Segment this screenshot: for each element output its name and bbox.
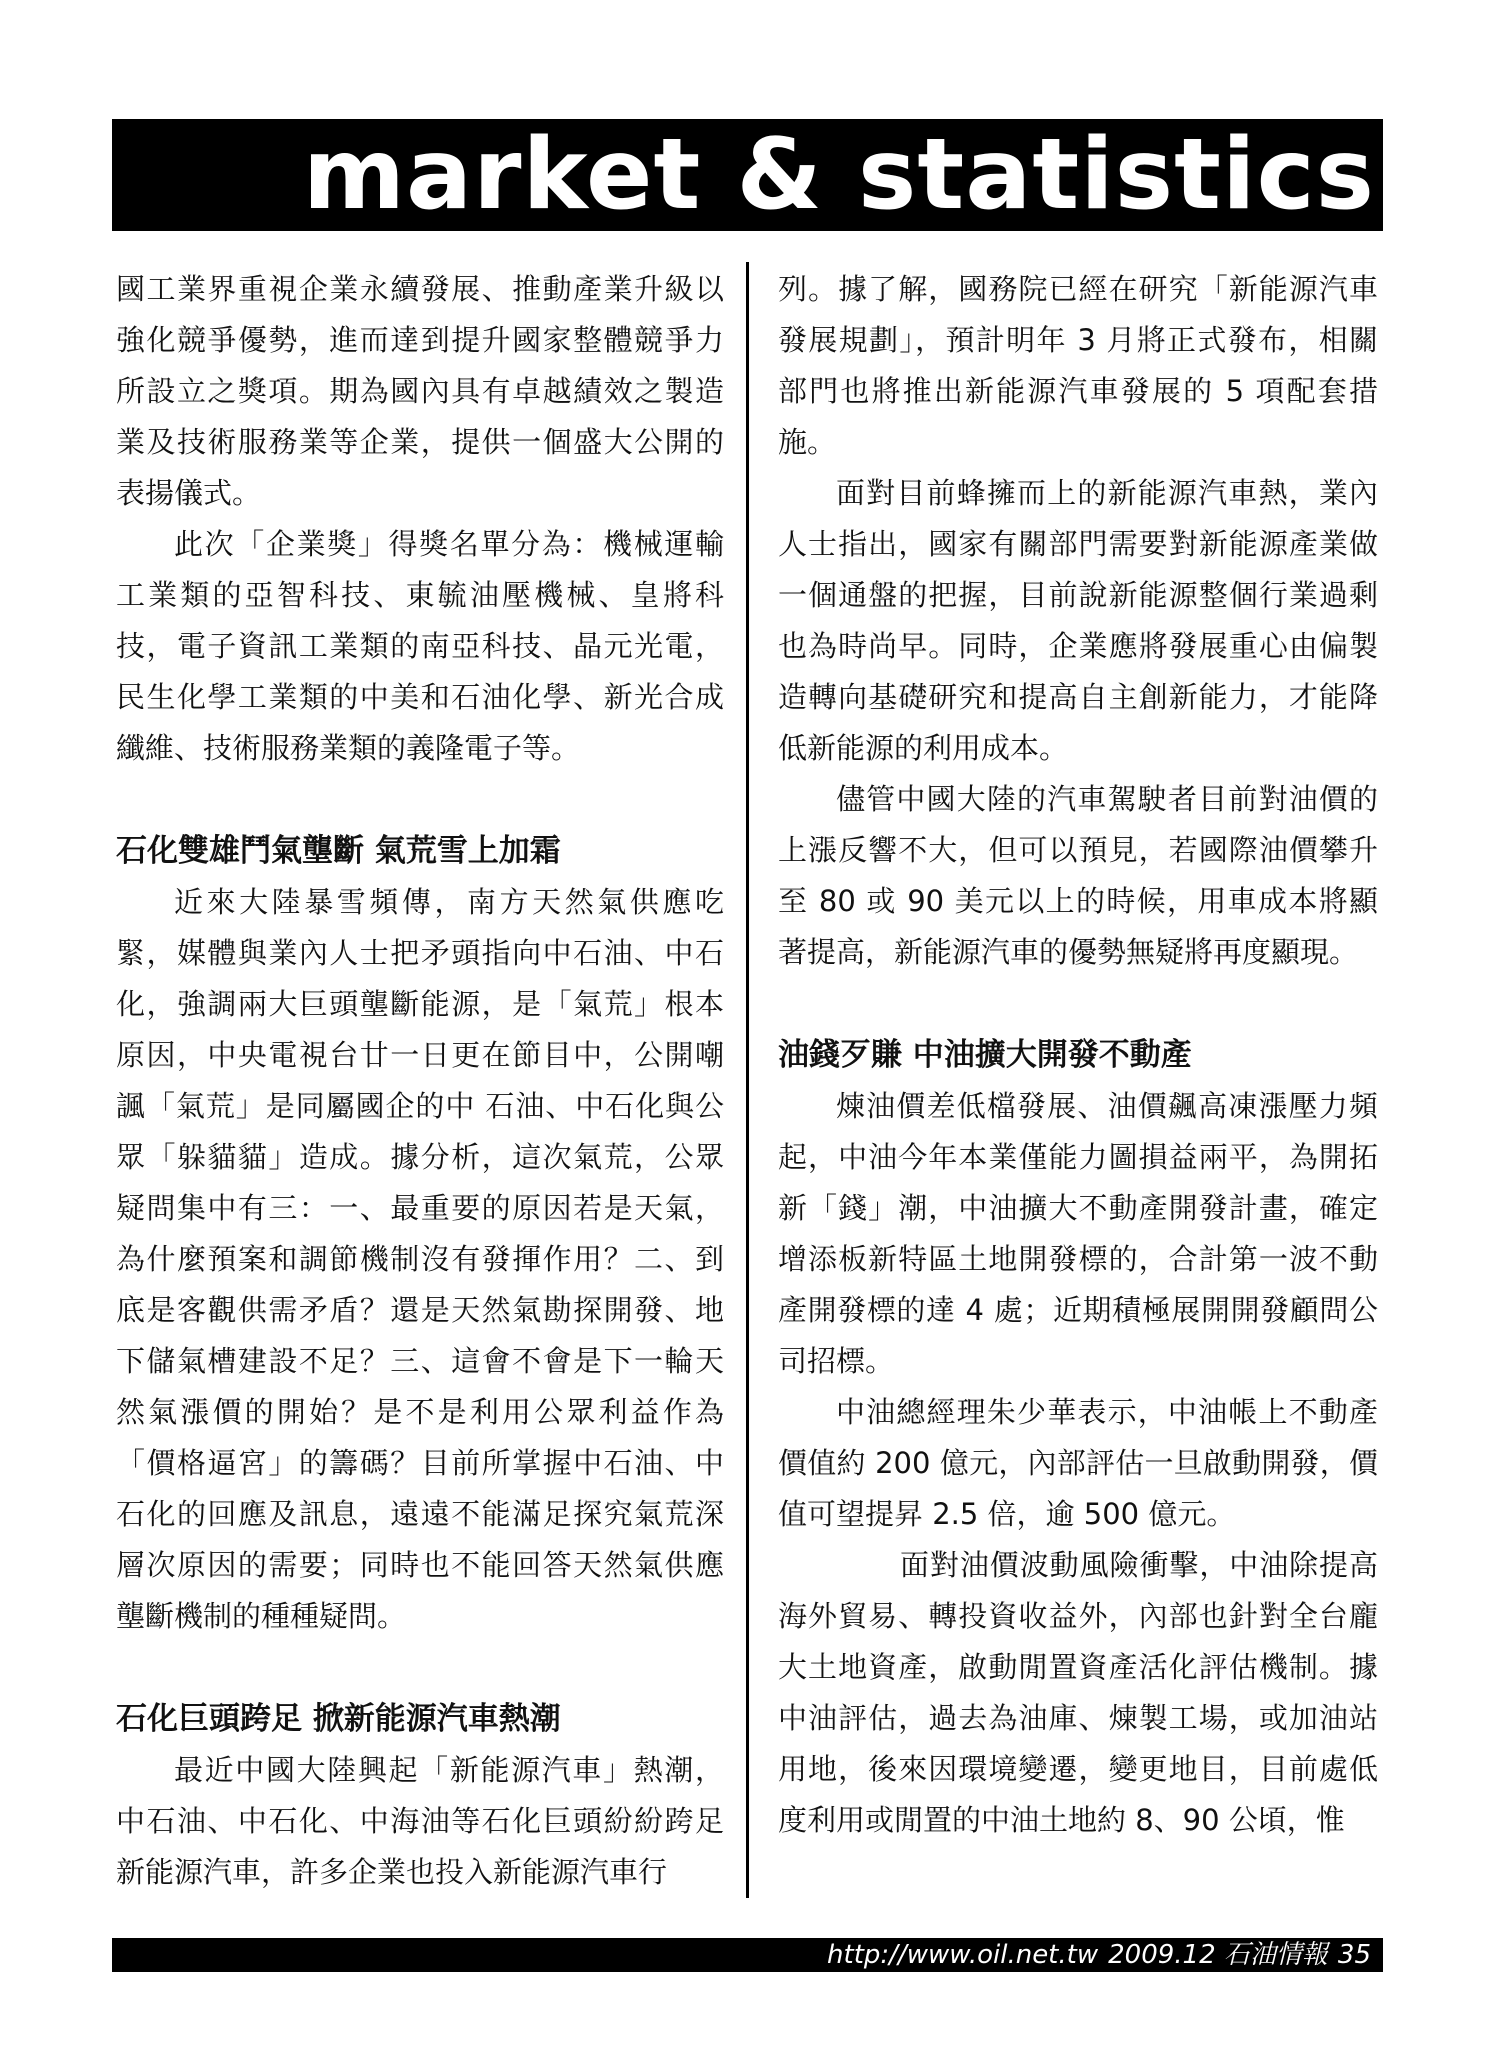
article-paragraph: 面對目前蜂擁而上的新能源汽車熱，業內人士指出，國家有關部門需要對新能源產業做一個通盤的把握，目前說新能源整個行業過剩也為時尚早。同時，企業應將發展重心由偏製造轉向基礎研究和提高自主創新能力，才能降低新能源的利用成本。 <box>778 476 1378 765</box>
header-bar <box>112 119 1383 231</box>
article-paragraph: 最近中國大陸興起「新能源汽車」熱潮，中石油、中石化、中海油等石化巨頭紛紛跨足新能源汽車，許多企業也投入新能源汽車行 <box>116 1753 724 1889</box>
article-paragraph: 煉油價差低檔發展、油價飆高凍漲壓力頻起，中油今年本業僅能力圖損益兩平，為開拓新「錢」潮，中油擴大不動產開發計畫，確定增添板新特區土地開發標的，合計第一波不動產開發標的達 4 處；近期積極展開開發顧問公司招標。 <box>778 1089 1378 1378</box>
right-column <box>778 264 1378 1846</box>
spacer <box>116 1642 724 1694</box>
page-number: 35 <box>1337 1940 1371 1970</box>
article-paragraph: 面對油價波動風險衝擊，中油除提高海外貿易、轉投資收益外，內部也針對全台龐大土地資產，啟動閒置資產活化評估機制。據中油評估，過去為油庫、煉製工場，或加油站用地，後來因環境變遷，變更地目，目前處低度利用或閒置的中油土地約 8、90 公頃，惟 <box>778 1548 1378 1837</box>
article-paragraph: 列。據了解，國務院已經在研究「新能源汽車發展規劃」，預計明年 3 月將正式發布，相關部門也將推出新能源汽車發展的 5 項配套措施。 <box>778 272 1378 459</box>
article-paragraph: 近來大陸暴雪頻傳，南方天然氣供應吃緊，媒體與業內人士把矛頭指向中石油、中石化，強調兩大巨頭壟斷能源，是「氣荒」根本原因，中央電視台廿一日更在節目中，公開嘲諷「氣荒」是同屬國企的中 石油、中石化與公眾「躲貓貓」造成。據分析，這次氣荒，公眾疑問集中有三：一、最重要的原因若是天氣，為什麼預案和調節機制沒有發揮作用？二、到底是客觀供需矛盾？還是天然氣勘探開發、地下儲氣槽建設不足？三、這會不會是下一輪天然氣漲價的開始？是不是利用公眾利益作為「價格逼宮」的籌碼？目前所掌握中石油、中石化的回應及訊息，遠遠不能滿足探究氣荒深層次原因的需要；同時也不能回答天然氣供應壟斷機制的種種疑問。 <box>116 885 724 1633</box>
section-title: market & statistics <box>302 118 1375 232</box>
footer-issue: 2009.12 石油情報 <box>1108 1940 1328 1970</box>
article-paragraph: 此次「企業獎」得獎名單分為：機械運輸工業類的亞智科技、東毓油壓機械、皇將科技，電子資訊工業類的南亞科技、晶元光電，民生化學工業類的中美和石油化學、新光合成纖維、技術服務業類的義隆電子等。 <box>116 527 724 765</box>
column-divider <box>746 262 749 1898</box>
footer-url[interactable]: http://www.oil.net.tw <box>827 1940 1099 1970</box>
footer-bar <box>112 1938 1383 1972</box>
spacer <box>778 978 1378 1030</box>
left-column <box>116 264 724 1898</box>
article-paragraph: 中油總經理朱少華表示，中油帳上不動產價值約 200 億元，內部評估一旦啟動開發，價值可望提昇 2.5 倍，逾 500 億元。 <box>778 1395 1378 1531</box>
article-heading: 石化巨頭跨足 掀新能源汽車熱潮 <box>116 1701 561 1737</box>
article-heading: 油錢歹賺 中油擴大開發不動產 <box>778 1037 1192 1073</box>
footer-text <box>817 1938 1371 1972</box>
article-paragraph: 儘管中國大陸的汽車駕駛者目前對油價的上漲反響不大，但可以預見，若國際油價攀升至 80 或 90 美元以上的時候，用車成本將顯著提高，新能源汽車的優勢無疑將再度顯現。 <box>778 782 1378 969</box>
spacer <box>116 774 724 826</box>
article-heading: 石化雙雄鬥氣壟斷 氣荒雪上加霜 <box>116 833 561 869</box>
article-paragraph: 國工業界重視企業永續發展、推動產業升級以強化競爭優勢，進而達到提升國家整體競爭力所設立之獎項。期為國內具有卓越績效之製造業及技術服務業等企業，提供一個盛大公開的表揚儀式。 <box>116 272 724 510</box>
